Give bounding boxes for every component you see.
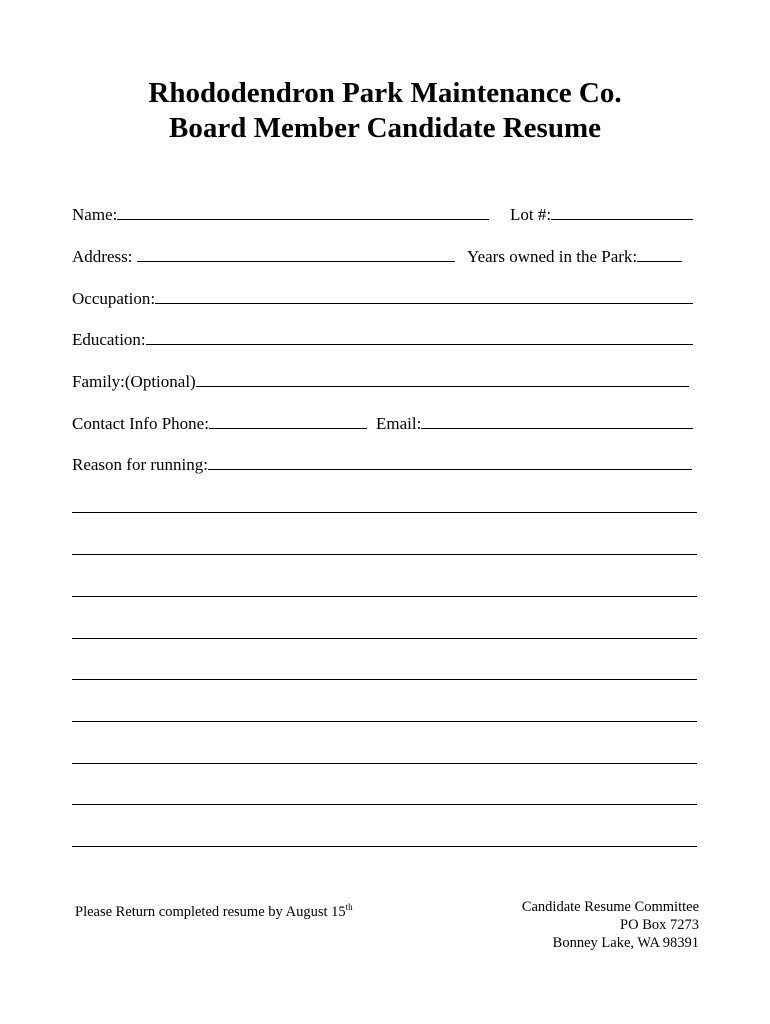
education-blank[interactable] [146,329,693,345]
occupation-field[interactable] [72,288,693,309]
writing-line[interactable] [72,512,697,513]
address-field[interactable] [72,246,455,267]
email-field[interactable] [376,413,693,434]
date-ordinal-suffix: th [345,902,353,912]
years-owned-field[interactable] [467,246,682,267]
phone-field[interactable] [72,413,367,434]
po-box: PO Box 7273 [620,917,699,933]
reason-blank[interactable] [208,454,692,470]
writing-line[interactable] [72,638,697,639]
education-field[interactable] [72,329,693,350]
family-field[interactable] [72,371,689,392]
phone-label: Contact Info Phone: [72,414,209,433]
city-state-zip: Bonney Lake, WA 98391 [552,935,699,951]
years-owned-blank[interactable] [637,246,682,262]
address-label: Address: [72,247,137,266]
address-blank[interactable] [137,246,455,262]
return-deadline-text: Please Return completed resume by August 15 [75,903,346,920]
lot-field[interactable] [510,204,693,225]
reason-field[interactable] [72,454,692,475]
writing-line[interactable] [72,763,697,764]
writing-line[interactable] [72,679,697,680]
document-title-line-1: Rhododendron Park Maintenance Co. [148,77,622,109]
writing-line[interactable] [72,554,697,555]
lot-label: Lot #: [510,205,552,224]
writing-line[interactable] [72,596,697,597]
occupation-blank[interactable] [155,288,693,304]
writing-line[interactable] [72,804,697,805]
occupation-label: Occupation: [72,289,156,308]
email-blank[interactable] [421,413,693,429]
family-label: Family:(Optional) [72,372,196,391]
education-label: Education: [72,330,146,349]
email-label: Email: [376,414,422,433]
family-blank[interactable] [196,371,689,387]
years-owned-label: Years owned in the Park: [467,247,638,266]
name-field[interactable] [72,204,489,225]
mailing-address [522,898,699,952]
reason-label: Reason for running: [72,455,208,474]
name-label: Name: [72,205,118,224]
phone-blank[interactable] [209,413,367,429]
lot-blank[interactable] [551,204,693,220]
writing-line[interactable] [72,721,697,722]
name-blank[interactable] [117,204,489,220]
committee-name: Candidate Resume Committee [521,899,699,915]
document-title-line-2: Board Member Candidate Resume [168,112,601,144]
return-deadline-note [75,898,353,921]
writing-line[interactable] [72,846,697,847]
